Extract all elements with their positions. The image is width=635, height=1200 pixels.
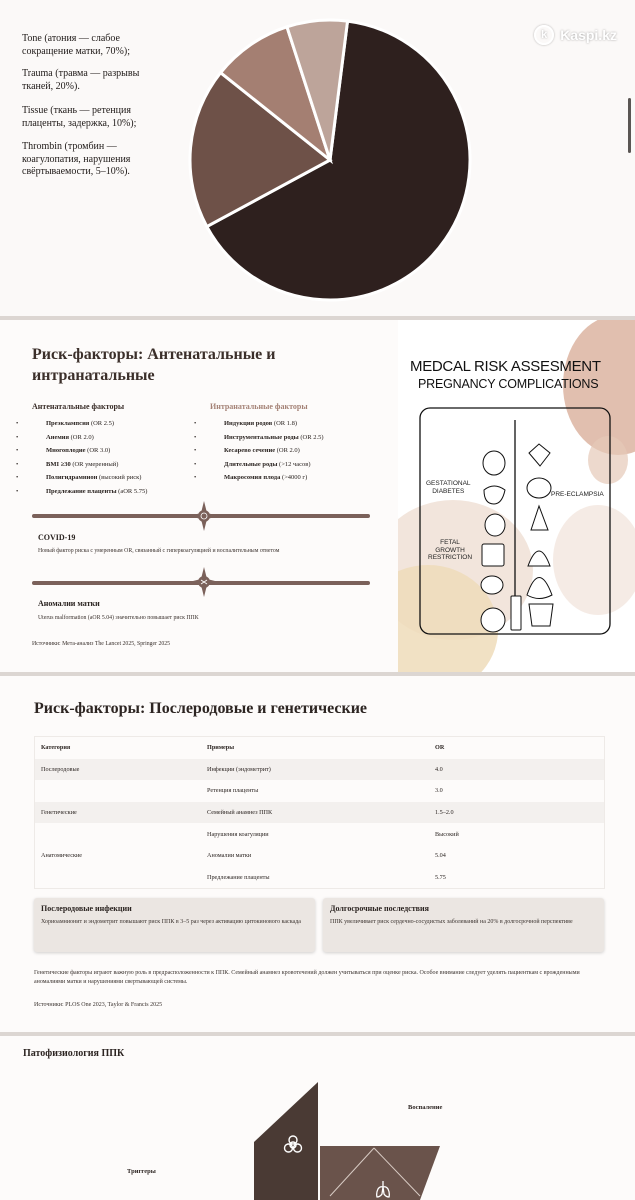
table-cell: Семейный анамнез ППК — [207, 809, 273, 817]
antenatal-item: • Предлежание плаценты (aOR 5.75) — [46, 488, 147, 496]
table-row — [35, 823, 604, 845]
table-row — [35, 867, 604, 889]
slide-postpartum-risk — [0, 676, 635, 1032]
table-cell: Аномалии матки — [207, 852, 252, 860]
table-cell: 1.5–2.0 — [435, 809, 454, 817]
table-row — [35, 845, 604, 867]
label-fetal-growth: FETAL GROWTH RESTRICTION — [428, 539, 473, 561]
scrollbar[interactable] — [628, 98, 631, 153]
card-text: ППК увеличивает риск сердечно-сосудистых заболеваний на 20% в долгосрочной перспективе — [330, 919, 573, 925]
table-cell: 3.0 — [435, 787, 443, 795]
brand-watermark — [534, 25, 617, 45]
antenatal-item: • Преэклампсия (OR 2.5) — [46, 420, 114, 428]
sources: Источники: Мета-анализ The Lancet 2025, Springer 2025 — [32, 641, 171, 647]
table-cell: Высокий — [435, 830, 459, 838]
antenatal-item: • BMI ≥30 (OR умеренный) — [46, 461, 118, 469]
card-title: Послеродовые инфекции — [41, 904, 132, 913]
table-cell: Предлежание плаценты — [207, 873, 270, 881]
header-cell: OR — [435, 744, 445, 752]
slide-antenatal-risk — [0, 320, 635, 672]
label-pre-eclampsia: PRE-ECLAMPSIA — [551, 491, 604, 498]
lungs-icon — [372, 1178, 394, 1200]
label-gestational-diabetes: GESTATIONAL DIABETES — [426, 480, 471, 495]
table-cell: Генетические — [41, 809, 77, 817]
table-cell: 4.0 — [435, 765, 443, 773]
legend-tone: Tone (атония — слабое сокращение матки, 70%); — [22, 33, 130, 57]
genetics-paragraph: Генетические факторы играют важную роль в предрасположенности к ППК. Семейный анамнез кровотечений должен учитываться при оценке риска. Особое внимание следует уделять пациенткам с врожденными аномалиями матки и нарушениями свертывающей системы. — [34, 970, 580, 985]
header-cell: Примеры — [207, 744, 235, 752]
antenatal-heading: Антенатальные факторы — [32, 402, 125, 411]
table-cell: Нарушения коагуляции — [207, 830, 269, 838]
star-burst-icon — [189, 501, 219, 531]
table-cell: Инфекции (эндометрит) — [207, 765, 271, 773]
slide-title: Риск-факторы: Послеродовые и генетические — [34, 700, 368, 717]
star-burst-icon — [189, 567, 219, 597]
pathophysiology-diagram — [0, 1036, 635, 1200]
card-title: Долгосрочные последствия — [330, 904, 429, 913]
risk-table — [34, 736, 605, 889]
slide-title: Патофизиология ППК — [23, 1048, 125, 1059]
legend-tissue: Tissue (ткань — ретенция плаценты, задержка, 10%); — [22, 105, 137, 129]
table-cell: Анатомические — [41, 852, 83, 860]
intranatal-item: • Инструментальные роды (OR 2.5) — [224, 434, 323, 442]
brand-label: Kaspi.kz — [560, 27, 617, 43]
legend-thrombin: Thrombin (тромбин — коагулопатия, нарушения свёртываемости, 5–10%). — [22, 141, 131, 177]
card-long-term-effects — [323, 898, 604, 952]
kaspi-logo-icon: k — [534, 25, 554, 45]
header-cell: Категория — [41, 744, 71, 752]
risk-assessment-illustration — [398, 320, 635, 672]
antenatal-item: • Полигидрамнион (высокий риск) — [46, 474, 141, 482]
uterus-text: Uterus malformation (aOR 5.04) значительно повышает риск ППК — [38, 615, 199, 621]
table-cell: 5.04 — [435, 852, 446, 860]
table-cell: Послеродовые — [41, 765, 80, 773]
antenatal-item: • Многоплодие (OR 3.0) — [46, 447, 110, 455]
card-postpartum-infections — [34, 898, 315, 952]
intranatal-item: • Индукция родов (OR 1.8) — [224, 420, 297, 428]
intranatal-heading: Интранатальные факторы — [210, 402, 308, 411]
table-cell: Ретенция плаценты — [207, 787, 259, 795]
slide-title: Риск-факторы: Антенатальные и интранатальные — [32, 346, 276, 384]
label-inflammation: Воспаление — [408, 1104, 443, 1111]
sources: Источники: PLOS One 2023, Taylor & Francis 2025 — [34, 1002, 163, 1008]
pie-chart — [0, 0, 635, 316]
antenatal-item: • Анемия (OR 2.0) — [46, 434, 94, 442]
risk-subtitle: PREGNANCY COMPLICATIONS — [418, 377, 599, 391]
intranatal-item: • Макросомия плода (>4000 г) — [224, 474, 307, 482]
label-triggers: Триггеры — [127, 1168, 156, 1175]
biohazard-icon — [282, 1134, 304, 1156]
covid-title: COVID-19 — [38, 533, 76, 542]
table-row — [35, 780, 604, 802]
legend-trauma: Trauma (травма — разрывы тканей, 20%). — [22, 68, 140, 92]
slide-pathophysiology — [0, 1036, 635, 1200]
risk-title: MEDCAL RISK ASSESMENT — [410, 358, 601, 375]
table-cell: 5.75 — [435, 873, 446, 881]
table-row — [35, 802, 604, 824]
intranatal-item: • Кесарево сечение (OR 2.0) — [224, 447, 300, 455]
covid-text: Новый фактор риска с умеренным OR, связанный с гиперкоагуляцией и воспалительным ответом — [38, 548, 280, 554]
card-text: Хориоамнионит и эндометрит повышают риск ППК в 3–5 раз через активацию цитокинового каскада — [41, 919, 301, 925]
intranatal-item: • Длительные роды (>12 часов) — [224, 461, 311, 469]
slide-pie-chart — [0, 0, 635, 316]
uterus-title: Аномалии матки — [38, 599, 100, 608]
table-row — [35, 759, 604, 781]
table-header-row — [35, 737, 604, 759]
